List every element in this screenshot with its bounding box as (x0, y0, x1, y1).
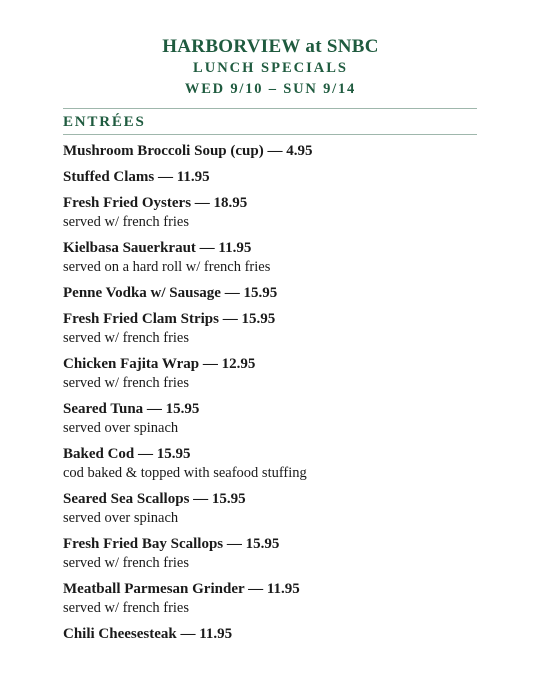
menu-subtitle: LUNCH SPECIALS (193, 60, 348, 76)
menu-item-description: served over spinach (63, 420, 179, 436)
restaurant-title: HARBORVIEW at SNBC (162, 36, 379, 57)
menu-item-name: Fresh Fried Clam Strips — 15.95 (63, 311, 276, 327)
menu-item-name: Chili Cheesesteak — 11.95 (63, 626, 233, 642)
menu-item (63, 355, 541, 393)
menu-item-description: served w/ french fries (63, 555, 190, 571)
menu-item (63, 580, 541, 618)
menu-item (63, 142, 541, 161)
menu-item-name: Kielbasa Sauerkraut — 11.95 (63, 240, 252, 256)
menu-item-name: Chicken Fajita Wrap — 12.95 (63, 356, 256, 372)
menu-item (63, 490, 541, 528)
menu-item-description: served w/ french fries (63, 375, 190, 391)
menu-item (63, 400, 541, 438)
menu-item-name: Fresh Fried Bay Scallops — 15.95 (63, 536, 280, 552)
menu-item-description: served w/ french fries (63, 214, 190, 230)
menu-item-name: Fresh Fried Oysters — 18.95 (63, 195, 248, 211)
menu-item-description: served on a hard roll w/ french fries (63, 259, 271, 275)
menu-item-name: Seared Tuna — 15.95 (63, 401, 200, 417)
menu-item (63, 625, 541, 644)
menu-item-name: Stuffed Clams — 11.95 (63, 169, 210, 185)
section-rule-bottom (63, 134, 477, 135)
menu-item-description: served w/ french fries (63, 330, 190, 346)
menu-item (63, 168, 541, 187)
section-heading: ENTRÉES (63, 114, 146, 130)
menu-dates: WED 9/10 – SUN 9/14 (184, 81, 357, 97)
menu-item-description: cod baked & topped with seafood stuffing (63, 465, 307, 481)
menu-item-description: served w/ french fries (63, 600, 190, 616)
menu-header (0, 36, 541, 100)
menu-item-name: Seared Sea Scallops — 15.95 (63, 491, 246, 507)
section-rule-top (63, 108, 477, 109)
menu-item-description: served over spinach (63, 510, 179, 526)
menu-item (63, 239, 541, 277)
menu-item (63, 445, 541, 483)
menu-item-name: Penne Vodka w/ Sausage — 15.95 (63, 285, 278, 301)
menu-item (63, 310, 541, 348)
menu-item (63, 535, 541, 573)
menu-item-list (63, 142, 541, 644)
menu-item-name: Baked Cod — 15.95 (63, 446, 191, 462)
menu-item (63, 284, 541, 303)
menu-item-name: Meatball Parmesan Grinder — 11.95 (63, 581, 300, 597)
menu-item-name: Mushroom Broccoli Soup (cup) — 4.95 (63, 143, 313, 159)
menu-item (63, 194, 541, 232)
